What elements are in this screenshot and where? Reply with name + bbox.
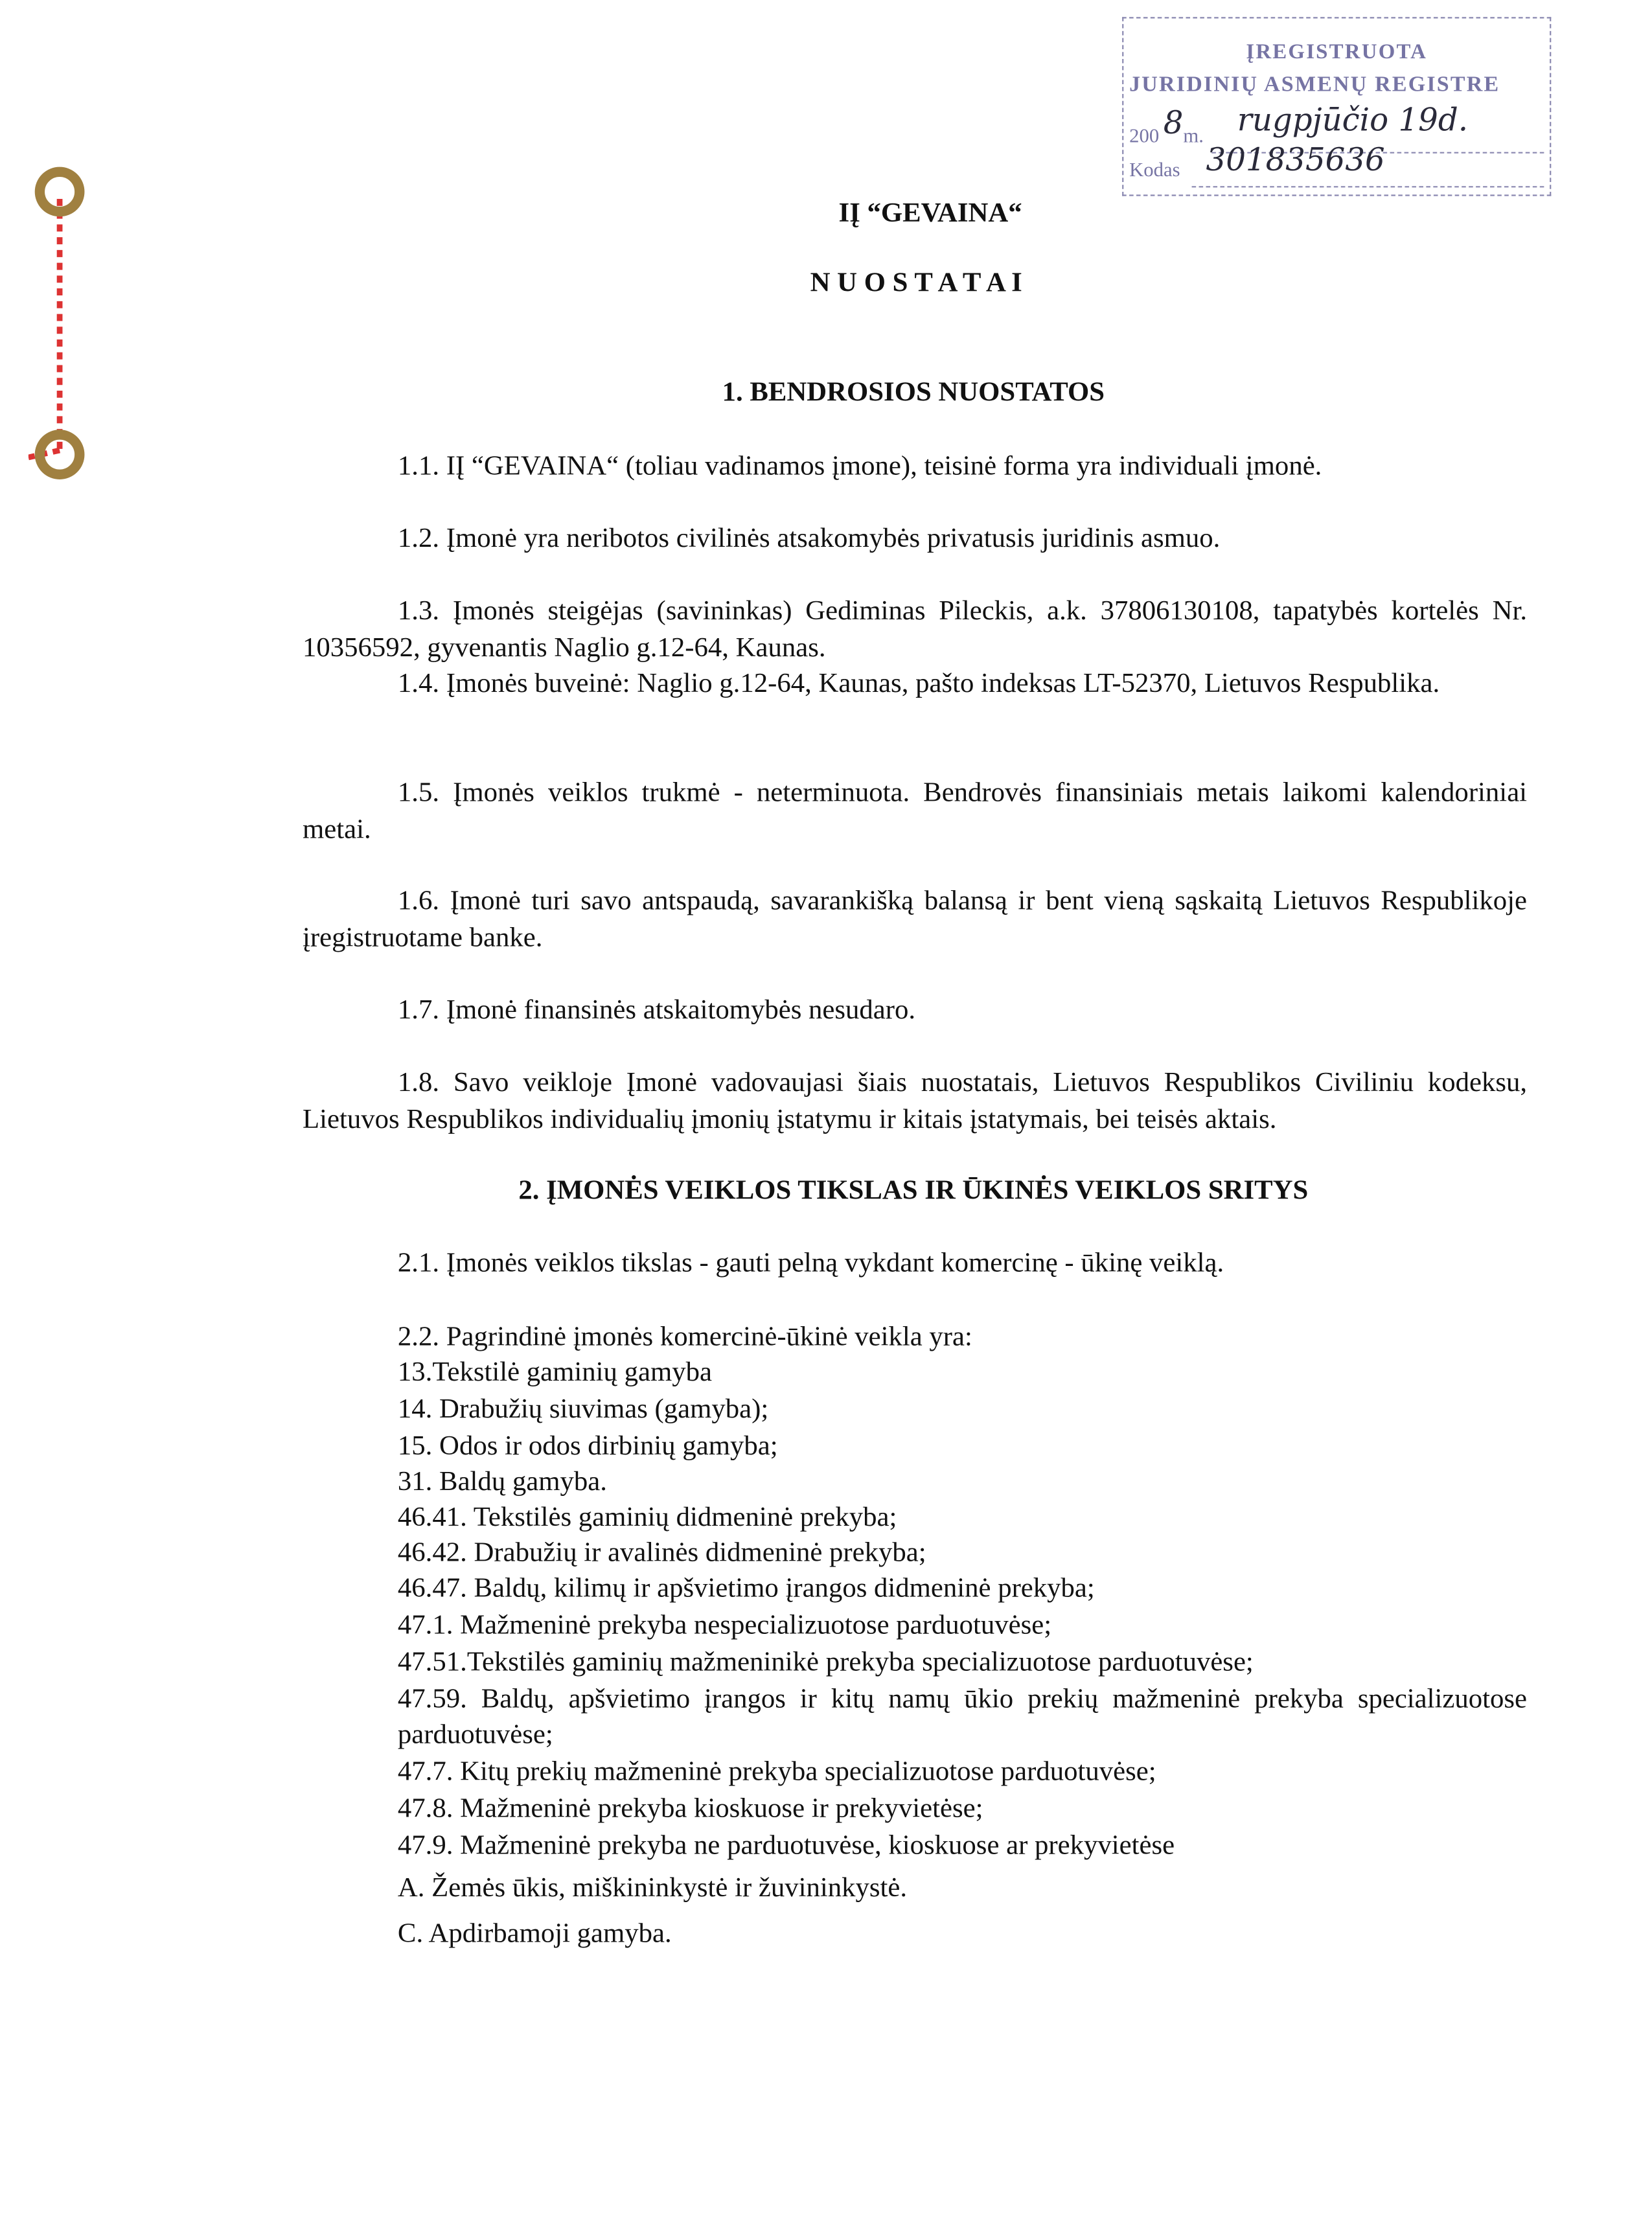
activity-item: 31. Baldų gamyba. <box>397 1467 607 1498</box>
activity-item: 46.41. Tekstilės gaminių didmeninė prekyba; <box>397 1502 897 1533</box>
stamp-line2: JURIDINIŲ ASMENŲ REGISTRE <box>1129 72 1500 97</box>
activity-item: A. Žemės ūkis, miškininkystė ir žuvininkystė. <box>397 1874 908 1904</box>
activity-item: 47.9. Mažmeninė prekyba ne parduotuvėse, kioskuose ar prekyvietėse <box>397 1831 1175 1861</box>
company-name: IĮ “GEVAINA“ <box>838 198 1022 229</box>
activity-item: 47.59. Baldų, apšvietimo įrangos ir kitų namų ūkio prekių mažmeninė prekyba specializuotose parduotuvėse; <box>397 1684 1528 1751</box>
clause-1-1: 1.1. IĮ “GEVAINA“ (toliau vadinamos įmone), teisinė forma yra individuali įmonė. <box>397 452 1322 482</box>
section1-heading: 1. BENDROSIOS NUOSTATOS <box>722 378 1105 408</box>
activity-item: 47.1. Mažmeninė prekyba nespecializuotose parduotuvėse; <box>397 1611 1052 1641</box>
document-title: N U O S T A T A I <box>810 268 1022 299</box>
stamp-code-handwritten: 301835636 <box>1206 143 1385 179</box>
stamp-year-handwritten: 8 <box>1163 106 1184 143</box>
clause-1-5: 1.5. Įmonės veiklos trukmė - neterminuota. Bendrovės finansiniais metais laikomi kalendoriniai metai. <box>303 778 1528 845</box>
clause-1-8: 1.8. Savo veikloje Įmonė vadovaujasi šiais nuostatais, Lietuvos Respublikos Civiliniu kodeksu, Lietuvos Respublikos individualių įmonių įstatymu ir kitais įstatymais, bei teisės aktais. <box>303 1068 1528 1134</box>
stamp-year-suffix: m. <box>1183 126 1204 148</box>
clause-1-4: 1.4. Įmonės buveinė: Naglio g.12-64, Kaunas, pašto indeksas LT-52370, Lietuvos Respublika. <box>397 669 1440 699</box>
binding-string-icon <box>29 159 100 500</box>
section2-heading: 2. ĮMONĖS VEIKLOS TIKSLAS IR ŪKINĖS VEIKLOS SRITYS <box>518 1176 1309 1206</box>
stamp-year-prefix: 200 <box>1129 126 1160 148</box>
stamp-line1: ĮREGISTRUOTA <box>1246 41 1428 64</box>
activity-item: 46.47. Baldų, kilimų ir apšvietimo įrangos didmeninė prekyba; <box>397 1574 1095 1604</box>
activity-item: C. Apdirbamoji gamyba. <box>397 1919 672 1949</box>
stamp-code-label: Kodas <box>1129 160 1180 182</box>
clause-1-3: 1.3. Įmonės steigėjas (savininkas) Gediminas Pileckis, a.k. 37806130108, tapatybės kortelės Nr. 10356592, gyvenantis Naglio g.12-64, Kaunas. <box>303 596 1528 663</box>
registration-stamp <box>1122 17 1551 196</box>
activity-item: 13.Tekstilė gaminių gamyba <box>397 1358 712 1388</box>
clause-1-7: 1.7. Įmonė finansinės atskaitomybės nesudaro. <box>397 996 916 1026</box>
activity-item: 47.51.Tekstilės gaminių mažmeninikė prekyba specializuotose parduotuvėse; <box>397 1648 1254 1678</box>
activity-item: 47.8. Mažmeninė prekyba kioskuose ir prekyvietėse; <box>397 1794 983 1824</box>
clause-2-1: 2.1. Įmonės veiklos tikslas - gauti pelną vykdant komercinę - ūkinę veiklą. <box>397 1248 1224 1279</box>
clause-2-2: 2.2. Pagrindinė įmonės komercinė-ūkinė veikla yra: <box>397 1322 972 1353</box>
activity-item: 14. Drabužių siuvimas (gamyba); <box>397 1395 769 1425</box>
activity-item: 47.7. Kitų prekių mažmeninė prekyba specializuotose parduotuvėse; <box>397 1757 1156 1787</box>
activity-item: 15. Odos ir odos dirbinių gamyba; <box>397 1432 778 1462</box>
activity-item: 46.42. Drabužių ir avalinės didmeninė prekyba; <box>397 1538 926 1568</box>
stamp-date-handwritten: rugpjūčio 19d. <box>1237 104 1469 139</box>
clause-1-2: 1.2. Įmonė yra neribotos civilinės atsakomybės privatusis juridinis asmuo. <box>397 524 1221 555</box>
clause-1-6: 1.6. Įmonė turi savo antspaudą, savarankišką balansą ir bent vieną sąskaitą Lietuvos Respublikoje įregistruotame banke. <box>303 886 1528 953</box>
